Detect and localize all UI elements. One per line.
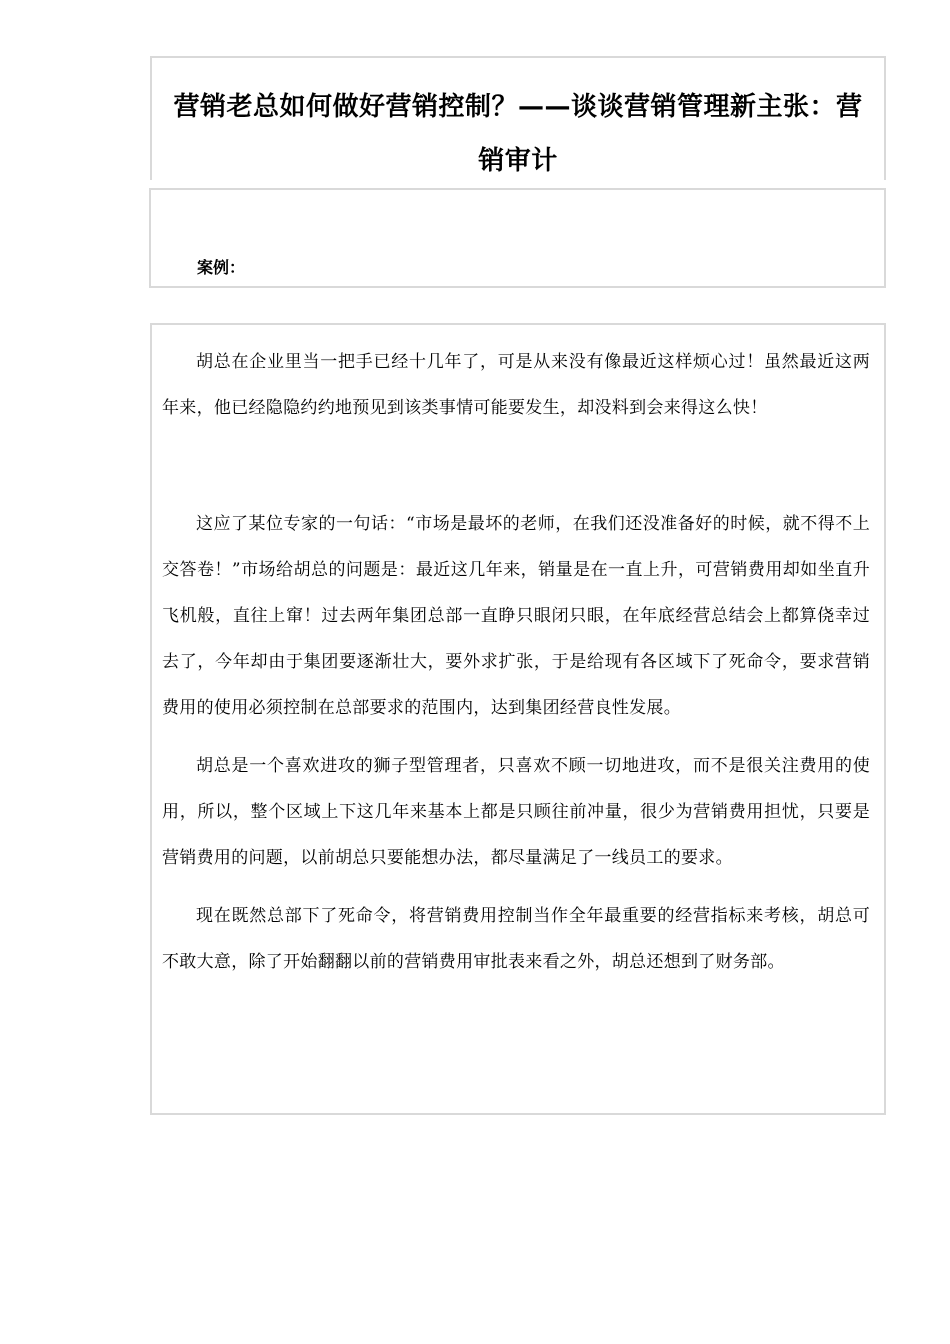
paragraph-4: 现在既然总部下了死命令，将营销费用控制当作全年最重要的经营指标来考核，胡总可不敢大意，除了开始翻翻以前的营销费用审批表来看之外，胡总还想到了财务部。: [162, 906, 870, 972]
story-box: [150, 323, 886, 1115]
title-box: [150, 56, 886, 180]
paragraph-3: 胡总是一个喜欢进攻的狮子型管理者，只喜欢不顾一切地进攻，而不是很关注费用的使用，所以，整个区域上下这几年来基本上都是只顾往前冲量，很少为营销费用担忧，只要是营销费用的问题，以前胡总只要能想办法，都尽量满足了一线员工的要求。: [162, 756, 870, 868]
case-label: 案例：: [197, 258, 246, 277]
document-title: 营销老总如何做好营销控制？——谈谈营销管理新主张：营销审计: [173, 92, 863, 176]
case-box: [149, 188, 886, 288]
paragraph-2: 这应了某位专家的一句话：“市场是最坏的老师，在我们还没准备好的时候，就不得不上交答卷！”市场给胡总的问题是：最近这几年来，销量是在一直上升，可营销费用却如坐直升飞机般，直往上窜！过去两年集团总部一直睁只眼闭只眼，在年底经营总结会上都算侥幸过去了，今年却由于集团要逐渐壮大，要外求扩张，于是给现有各区域下了死命令，要求营销费用的使用必须控制在总部要求的范围内，达到集团经营良性发展。: [162, 514, 870, 718]
paragraph-1: 胡总在企业里当一把手已经十几年了，可是从来没有像最近这样烦心过！虽然最近这两年来，他已经隐隐约约地预见到该类事情可能要发生，却没料到会来得这么快！: [162, 352, 870, 418]
